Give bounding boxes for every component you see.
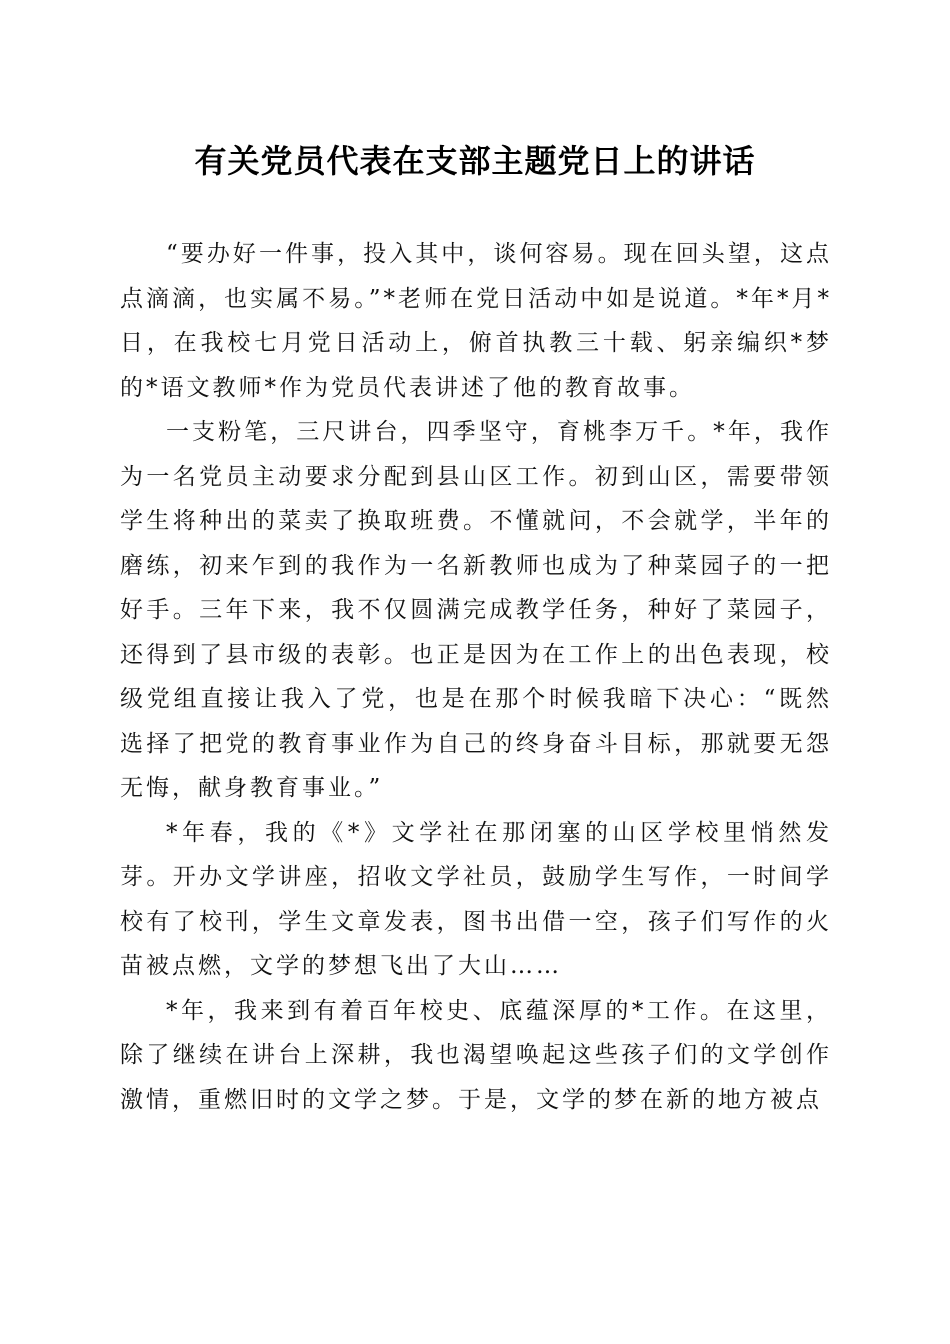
- paragraph-3: *年春，我的《*》文学社在那闭塞的山区学校里悄然发芽。开办文学讲座，招收文学社员，鼓励学生写作，一时间学校有了校刊，学生文章发表，图书出借一空，孩子们写作的火苗被点燃，文学的梦想飞出了大山……: [120, 819, 832, 979]
- paragraph-2: 一支粉笔，三尺讲台，四季坚守，育桃李万千。*年，我作为一名党员主动要求分配到县山区工作。初到山区，需要带领学生将种出的菜卖了换取班费。不懂就问，不会就学，半年的磨练，初来乍到的我作为一名新教师也成为了种菜园子的一把好手。三年下来，我不仅圆满完成教学任务，种好了菜园子，还得到了县市级的表彰。也正是因为在工作上的出色表现，校级党组直接让我入了党，也是在那个时候我暗下决心：“既然选择了把党的教育事业作为自己的终身奋斗目标，那就要无怨无悔，献身教育事业。”: [120, 419, 832, 801]
- paragraph-1: “要办好一件事，投入其中，谈何容易。现在回头望，这点点滴滴，也实属不易。”*老师在党日活动中如是说道。*年*月*日，在我校七月党日活动上，俯首执教三十载、躬亲编织*梦的*语文教师*作为党员代表讲述了他的教育故事。: [120, 241, 832, 401]
- paragraph-4: *年，我来到有着百年校史、底蕴深厚的*工作。在这里，除了继续在讲台上深耕，我也渴望唤起这些孩子们的文学创作激情，重燃旧时的文学之梦。于是，文学的梦在新的地方被点: [120, 997, 832, 1113]
- document-title: 有关党员代表在支部主题党日上的讲话: [194, 142, 756, 180]
- document-body: [120, 232, 832, 1122]
